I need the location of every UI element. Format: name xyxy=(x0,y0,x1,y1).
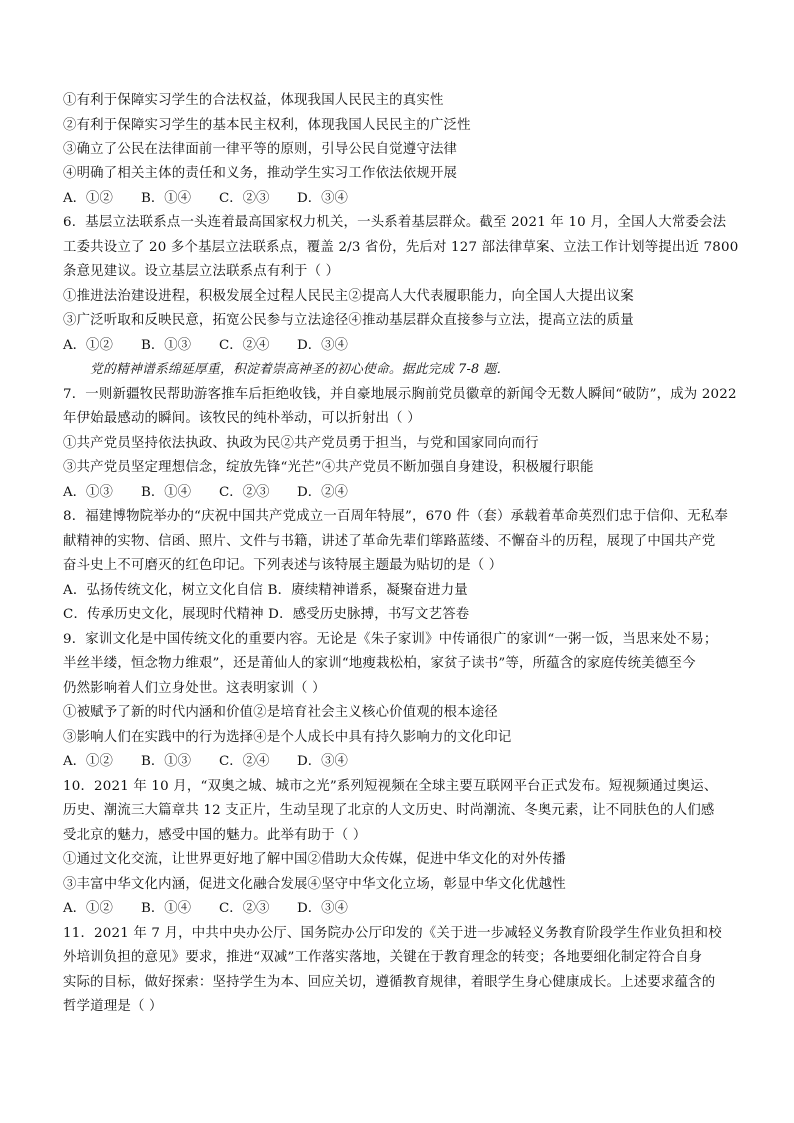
q5-option-c: C．②③ xyxy=(219,191,270,206)
q5-option-a: A．①② xyxy=(63,191,113,206)
q10-statements-1: ①通过文化交流，让世界更好地了解中国②借助大众传媒，促进中华文化的对外传播 xyxy=(63,852,566,867)
q10-option-b: B．①④ xyxy=(141,901,192,916)
q6-stem-line-3: 条意见建议。设立基层立法联系点有利于（ ） xyxy=(63,264,340,279)
q6-stem-line-2: 工委共设立了 20 多个基层立法联系点，覆盖 2/3 省份，先后对 127 部法律草案、立法工作计划等提出近 7800 xyxy=(63,240,739,255)
q7-stem-line-2: 年伊始最感动的瞬间。该牧民的纯朴举动，可以折射出（ ） xyxy=(63,411,421,426)
q10-stem-line-3: 受北京的魅力，感受中国的魅力。此举有助于（ ） xyxy=(63,828,367,843)
q9-stem-line-2: 半丝半缕，恒念物力维艰”，还是莆仙人的家训“地瘦栽松柏，家贫子读书”等，所蕴含的家庭传统美德至今 xyxy=(63,656,696,671)
q7-option-d: D．②④ xyxy=(297,485,348,500)
q9-stem-line-1: 9．家训文化是中国传统文化的重要内容。无论是《朱子家训》中传诵很广的家训“一粥一饭，当思来处不易； xyxy=(63,632,718,647)
q8-options-cd: C．传承历史文化，展现时代精神 D．感受历史脉搏，书写文艺答卷 xyxy=(63,607,470,622)
q5-statement-1: ①有利于保障实习学生的合法权益，体现我国人民民主的真实性 xyxy=(63,93,444,108)
q9-statements-1: ①被赋予了新的时代内涵和价值②是培育社会主义核心价值观的根本途径 xyxy=(63,705,498,720)
q11-stem-line-2: 外培训负担的意见》要求，推进“双减”工作落实落地，关键在于教育理念的转变；各地要细化制定符合自身 xyxy=(63,950,703,965)
q5-option-d: D．③④ xyxy=(297,191,348,206)
q10-option-d: D．③④ xyxy=(297,901,348,916)
q7-stem-line-1: 7．一则新疆牧民帮助游客推车后拒绝收钱，并自豪地展示胸前党员徽章的新闻令无数人瞬间“破防”，成为 2022 xyxy=(63,387,737,402)
q5-statement-3: ③确立了公民在法律面前一律平等的原则，引导公民自觉遵守法律 xyxy=(63,142,458,157)
q11-stem-line-3: 实际的目标，做好探索：坚持学生为本、回应关切，遵循教育规律，着眼学生身心健康成长。上述要求蕴含的 xyxy=(63,975,716,990)
q7-8-intro: 党的精神谱系绵延厚重，积淀着崇高神圣的初心使命。据此完成 7-8 题． xyxy=(90,362,510,377)
q10-option-c: C．②③ xyxy=(219,901,270,916)
q7-statements-2: ③共产党员坚定理想信念，绽放先锋“光芒”④共产党员不断加强自身建设，积极履行职能 xyxy=(63,460,594,475)
q8-stem-line-1: 8．福建博物院举办的“庆祝中国共产党成立一百周年特展”，670 件（套）承载着革命英烈们忠于信仰、无私奉 xyxy=(63,509,729,524)
q10-stem-line-1: 10．2021 年 10 月，“双奥之城、城市之光”系列短视频在全球主要互联网平台正式发布。短视频通过奥运、 xyxy=(63,779,718,794)
q8-stem-line-3: 奋斗史上不可磨灭的红色印记。下列表述与该特展主题最为贴切的是（ ） xyxy=(63,558,503,573)
q6-option-d: D．③④ xyxy=(297,338,348,353)
q9-statements-2: ③影响人们在实践中的行为选择④是个人成长中具有持久影响力的文化印记 xyxy=(63,730,512,745)
q8-options-ab: A．弘扬传统文化，树立文化自信 B．赓续精神谱系，凝聚奋进力量 xyxy=(63,583,468,598)
q8-stem-line-2: 献精神的实物、信函、照片、文件与书籍，讲述了革命先辈们筚路蓝缕、不懈奋斗的历程，展现了中国共产党 xyxy=(63,534,716,549)
q6-statements-1: ①推进法治建设进程，积极发展全过程人民民主②提高人大代表履职能力，向全国人大提出议案 xyxy=(63,289,634,304)
q5-statement-4: ④明确了相关主体的责任和义务，推动学生实习工作依法依规开展 xyxy=(63,166,458,181)
q11-stem-line-4: 哲学道理是（ ） xyxy=(63,999,163,1014)
q7-option-b: B．①④ xyxy=(141,485,192,500)
q6-stem-line-1: 6．基层立法联系点一头连着最高国家权力机关，一头系着基层群众。截至 2021 年 10 月，全国人大常委会法 xyxy=(63,215,727,230)
q9-stem-line-3: 仍然影响着人们立身处世。这表明家训（ ） xyxy=(63,681,326,696)
q6-statements-2: ③广泛听取和反映民意，拓宽公民参与立法途径④推动基层群众直接参与立法，提高立法的质量 xyxy=(63,313,634,328)
q5-statement-2: ②有利于保障实习学生的基本民主权利，体现我国人民民主的广泛性 xyxy=(63,118,471,133)
q10-options xyxy=(63,899,377,919)
q9-option-a: A．①② xyxy=(63,754,113,769)
q9-options xyxy=(63,752,377,772)
q10-stem-line-2: 历史、潮流三大篇章共 12 支正片，生动呈现了北京的人文历史、时尚潮流、冬奥元素，让不同肤色的人们感 xyxy=(63,803,715,818)
q10-statements-2: ③丰富中华文化内涵，促进文化融合发展④坚守中华文化立场，彰显中华文化优越性 xyxy=(63,877,566,892)
q9-option-d: D．③④ xyxy=(297,754,348,769)
q6-option-b: B．①③ xyxy=(141,338,192,353)
q6-option-a: A．①② xyxy=(63,338,113,353)
q11-stem-line-1: 11．2021 年 7 月，中共中央办公厅、国务院办公厅印发的《关于进一步减轻义务教育阶段学生作业负担和校 xyxy=(63,926,722,941)
q7-option-c: C．②③ xyxy=(219,485,270,500)
q6-option-c: C．②④ xyxy=(219,338,270,353)
q10-option-a: A．①② xyxy=(63,901,113,916)
q5-options xyxy=(63,189,377,209)
q5-option-b: B．①④ xyxy=(141,191,192,206)
q9-option-c: C．②④ xyxy=(219,754,270,769)
q7-statements-1: ①共产党员坚持依法执政、执政为民②共产党员勇于担当，与党和国家同向而行 xyxy=(63,436,539,451)
q7-options xyxy=(63,483,377,503)
q7-option-a: A．①③ xyxy=(63,485,113,500)
q6-options xyxy=(63,336,377,356)
q9-option-b: B．①③ xyxy=(141,754,192,769)
